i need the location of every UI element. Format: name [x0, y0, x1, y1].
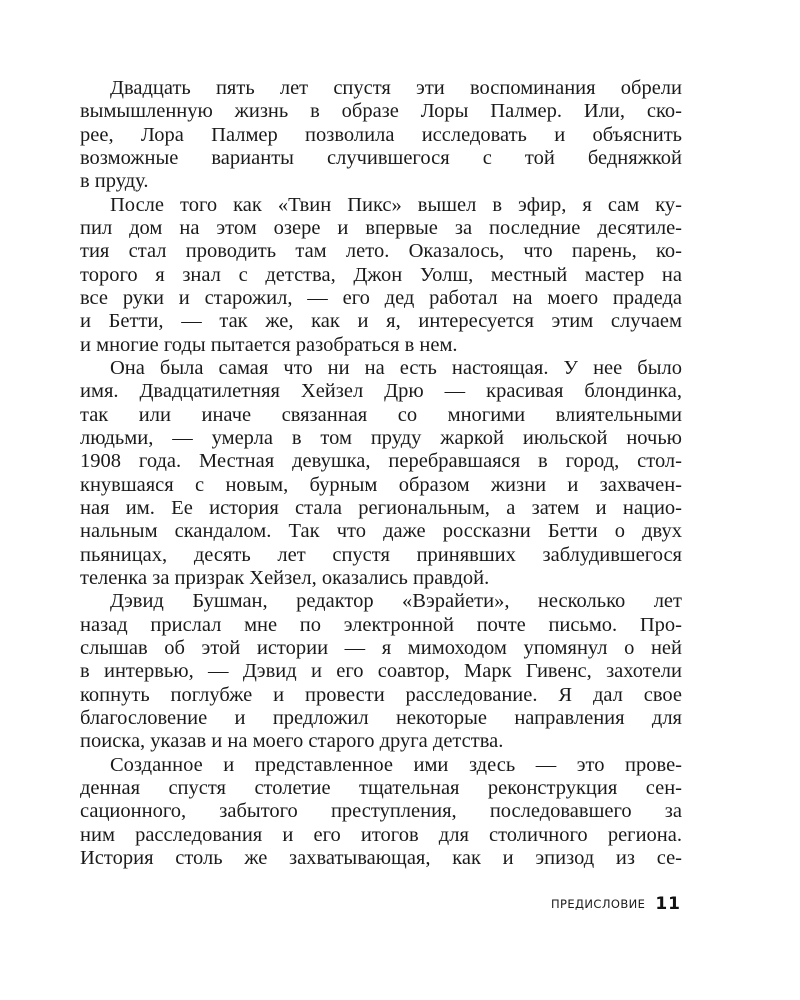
text-line: возможные варианты случившегося с той бедняжкой — [80, 146, 682, 169]
text-line: Дэвид Бушман, редактор «Вэрайети», несколько лет — [110, 590, 682, 613]
text-line: слышав об этой истории — я мимоходом упомянул о ней — [80, 636, 682, 659]
text-line: Она была самая что ни на есть настоящая. У нее было — [110, 356, 682, 379]
text-line: все руки и старожил, — его дед работал на моего прадеда — [80, 286, 682, 309]
text-line: вымышленную жизнь в образе Лоры Палмер. Или, ско- — [80, 100, 682, 123]
text-line: рее, Лора Палмер позволила исследовать и объяснить — [80, 123, 682, 146]
text-line: пил дом на этом озере и впервые за последние десятиле- — [80, 216, 682, 239]
text-line: пьяницах, десять лет спустя принявших заблудившегося — [80, 543, 682, 566]
text-line: 1908 года. Местная девушка, перебравшаяся в город, стол- — [80, 450, 682, 473]
text-line: благословение и предложил некоторые направления для — [80, 706, 682, 729]
body-text — [80, 77, 682, 870]
text-line: и многие годы пытается разобраться в нем. — [80, 333, 458, 356]
text-line: в интервью, — Дэвид и его соавтор, Марк Гивенс, захотели — [80, 660, 682, 683]
page-number: 11 — [655, 894, 681, 914]
text-line: копнуть поглубже и провести расследование. Я дал свое — [80, 683, 682, 706]
text-line: тия стал проводить там лето. Оказалось, что парень, ко- — [80, 240, 682, 263]
text-line: Созданное и представленное ими здесь — это прове- — [110, 753, 682, 776]
text-line: денная спустя столетие тщательная реконструкция сен- — [80, 776, 682, 799]
text-line: нальным скандалом. Так что даже россказни Бетти о двух — [80, 520, 682, 543]
text-line: ная им. Ее история стала региональным, а затем и нацио- — [80, 496, 682, 519]
text-line: и Бетти, — так же, как и я, интересуется этим случаем — [80, 310, 682, 333]
text-line: торого я знал с детства, Джон Уолш, местный мастер на — [80, 263, 682, 286]
text-line: так или иначе связанная со многими влиятельными — [80, 403, 682, 426]
text-line: имя. Двадцатилетняя Хейзел Дрю — красивая блондинка, — [80, 380, 682, 403]
text-line: После того как «Твин Пикс» вышел в эфир, я сам ку- — [110, 193, 682, 216]
text-line: История столь же захватывающая, как и эпизод из се- — [80, 846, 682, 869]
text-line: назад прислал мне по электронной почте письмо. Про- — [80, 613, 682, 636]
text-line: Двадцать пять лет спустя эти воспоминания обрели — [110, 77, 682, 99]
text-line: кнувшаяся с новым, бурным образом жизни и захвачен- — [80, 473, 682, 496]
page-footer — [0, 892, 681, 916]
running-head: ПРЕДИСЛОВИЕ — [551, 897, 646, 911]
text-line: ним расследования и его итогов для столичного региона. — [80, 823, 682, 846]
text-line: поиска, указав и на моего старого друга детства. — [80, 730, 504, 753]
text-line: теленка за призрак Хейзел, оказались правдой. — [80, 566, 490, 589]
text-line: людьми, — умерла в том пруду жаркой июльской ночью — [80, 426, 682, 449]
text-line: сационного, забытого преступления, последовавшего за — [80, 800, 682, 823]
text-line: в пруду. — [80, 170, 149, 193]
